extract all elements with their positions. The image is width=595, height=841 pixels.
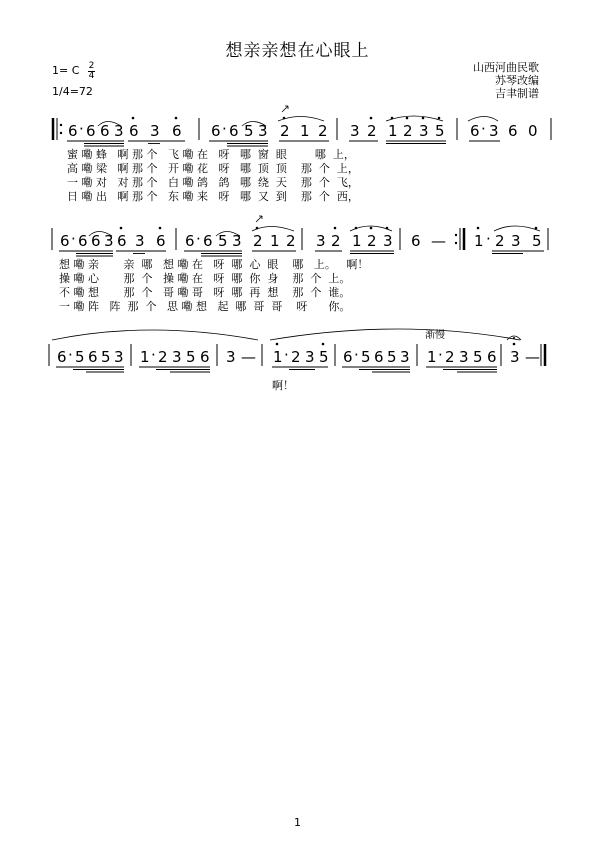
svg-text:3: 3 bbox=[258, 122, 268, 140]
svg-text:6: 6 bbox=[88, 348, 98, 366]
svg-text:0: 0 bbox=[528, 122, 538, 140]
svg-text:1: 1 bbox=[388, 122, 398, 140]
svg-text:3: 3 bbox=[400, 348, 410, 366]
svg-text:6: 6 bbox=[508, 122, 518, 140]
lyric-line: 一 嘞 对 对 那 个 白 嘞 鸽 鸽 哪 绕 天 那 个 飞， bbox=[67, 176, 359, 189]
svg-text:·: · bbox=[222, 120, 227, 138]
system-1 bbox=[53, 106, 551, 146]
svg-text:2: 2 bbox=[291, 348, 301, 366]
svg-text:3: 3 bbox=[104, 232, 114, 250]
lyric-line: 蜜 嘞 蜂 啊 那 个 飞 嘞 在 呀 哪 窗 眼 哪 上， bbox=[67, 148, 355, 161]
credit-origin: 山西河曲民歌 bbox=[473, 61, 539, 74]
svg-text:6: 6 bbox=[211, 122, 221, 140]
svg-text:1: 1 bbox=[273, 348, 283, 366]
svg-text:1: 1 bbox=[300, 122, 310, 140]
svg-text:3: 3 bbox=[226, 348, 236, 366]
svg-text:2: 2 bbox=[403, 122, 413, 140]
svg-text:6: 6 bbox=[60, 232, 70, 250]
svg-text:5: 5 bbox=[473, 348, 483, 366]
credit-transcriber: 吉聿制谱 bbox=[495, 87, 539, 100]
svg-text:6: 6 bbox=[117, 232, 127, 250]
lyric-line: 不 嘞 想 那 个 哥 嘞 哥 呀 哪 再 想 那 个 谁。 bbox=[59, 286, 351, 299]
svg-text:·: · bbox=[151, 346, 156, 364]
svg-text:6: 6 bbox=[172, 122, 182, 140]
svg-text:2: 2 bbox=[367, 122, 377, 140]
lyrics-system-1 bbox=[67, 148, 359, 204]
svg-text:6: 6 bbox=[229, 122, 239, 140]
tempo-marking: 1/4=72 bbox=[52, 85, 93, 98]
svg-text:3: 3 bbox=[172, 348, 182, 366]
lyric-line: 高 嘞 梁 啊 那 个 开 嘞 花 呀 哪 顶 顶 那 个 上， bbox=[67, 162, 359, 175]
svg-text:6: 6 bbox=[57, 348, 67, 366]
system-3 bbox=[49, 329, 545, 372]
svg-text:—: — bbox=[241, 348, 256, 366]
svg-text:1: 1 bbox=[474, 232, 484, 250]
svg-text:·: · bbox=[79, 120, 84, 138]
svg-text:—: — bbox=[431, 232, 446, 250]
svg-text:2: 2 bbox=[158, 348, 168, 366]
svg-text:5: 5 bbox=[319, 348, 329, 366]
svg-text:6: 6 bbox=[203, 232, 213, 250]
svg-text:5: 5 bbox=[532, 232, 542, 250]
svg-text:2: 2 bbox=[280, 122, 290, 140]
svg-text:5: 5 bbox=[435, 122, 445, 140]
svg-text:6: 6 bbox=[374, 348, 384, 366]
svg-text:6: 6 bbox=[91, 232, 101, 250]
svg-text:2: 2 bbox=[286, 232, 296, 250]
svg-text:3: 3 bbox=[383, 232, 393, 250]
svg-text:6: 6 bbox=[185, 232, 195, 250]
svg-text:·: · bbox=[354, 346, 359, 364]
svg-text:3: 3 bbox=[114, 348, 124, 366]
svg-text:6: 6 bbox=[200, 348, 210, 366]
time-sig-top: 2 bbox=[88, 61, 95, 71]
page-number: 1 bbox=[294, 816, 301, 829]
svg-text:5: 5 bbox=[361, 348, 371, 366]
svg-text:1: 1 bbox=[352, 232, 362, 250]
svg-text:6: 6 bbox=[86, 122, 96, 140]
svg-text:2: 2 bbox=[253, 232, 263, 250]
svg-text:3: 3 bbox=[114, 122, 124, 140]
expression-mark: 渐慢 bbox=[425, 330, 445, 341]
svg-text:2: 2 bbox=[367, 232, 377, 250]
lyric-line: 日 嘞 出 啊 那 个 东 嘞 来 呀 哪 又 到 那 个 西， bbox=[67, 190, 359, 203]
system-2 bbox=[52, 216, 548, 256]
svg-text:5: 5 bbox=[387, 348, 397, 366]
svg-text:5: 5 bbox=[244, 122, 254, 140]
svg-text:6: 6 bbox=[78, 232, 88, 250]
svg-text:·: · bbox=[71, 230, 76, 248]
svg-text:3: 3 bbox=[511, 232, 521, 250]
svg-text:6: 6 bbox=[487, 348, 497, 366]
svg-text:3: 3 bbox=[305, 348, 315, 366]
svg-text:·: · bbox=[196, 230, 201, 248]
svg-text:3: 3 bbox=[150, 122, 160, 140]
svg-text:6: 6 bbox=[68, 122, 78, 140]
svg-text:2: 2 bbox=[445, 348, 455, 366]
svg-text:·: · bbox=[438, 346, 443, 364]
svg-text:5: 5 bbox=[75, 348, 85, 366]
svg-text:6: 6 bbox=[470, 122, 480, 140]
svg-text:5: 5 bbox=[218, 232, 228, 250]
svg-text:5: 5 bbox=[186, 348, 196, 366]
svg-text:6: 6 bbox=[129, 122, 139, 140]
svg-text:3: 3 bbox=[232, 232, 242, 250]
svg-text:2: 2 bbox=[318, 122, 328, 140]
svg-text:1: 1 bbox=[270, 232, 280, 250]
svg-text:·: · bbox=[486, 230, 491, 248]
svg-text:2: 2 bbox=[495, 232, 505, 250]
svg-text:3: 3 bbox=[135, 232, 145, 250]
svg-text:2: 2 bbox=[331, 232, 341, 250]
svg-text:6: 6 bbox=[343, 348, 353, 366]
time-sig-bottom: 4 bbox=[88, 71, 95, 81]
lyric-line: 一 嘞 阵 阵 那 个 思 嘞 想 起 哪 哥 哥 呀 你。 bbox=[59, 300, 351, 313]
svg-text:1: 1 bbox=[427, 348, 437, 366]
svg-text:6: 6 bbox=[156, 232, 166, 250]
svg-text:1: 1 bbox=[140, 348, 150, 366]
lyrics-system-2 bbox=[59, 258, 368, 314]
svg-text:3: 3 bbox=[510, 348, 520, 366]
svg-text:3: 3 bbox=[489, 122, 499, 140]
svg-text:·: · bbox=[68, 346, 73, 364]
svg-text:·: · bbox=[481, 120, 486, 138]
key-signature: 1= C bbox=[52, 64, 80, 77]
svg-text:5: 5 bbox=[101, 348, 111, 366]
svg-text:3: 3 bbox=[459, 348, 469, 366]
svg-text:3: 3 bbox=[419, 122, 429, 140]
svg-text:6: 6 bbox=[411, 232, 421, 250]
svg-text:·: · bbox=[284, 346, 289, 364]
svg-text:3: 3 bbox=[316, 232, 326, 250]
svg-text:6: 6 bbox=[100, 122, 110, 140]
lyric-line: 想 嘞 亲 亲 哪 想 嘞 在 呀 哪 心 眼 哪 上。 啊！ bbox=[59, 258, 369, 271]
page-title: 想亲亲想在心眼上 bbox=[225, 41, 370, 61]
svg-text:3: 3 bbox=[350, 122, 360, 140]
lyric-line: 操 嘞 心 那 个 操 嘞 在 呀 哪 你 身 那 个 上。 bbox=[59, 272, 351, 285]
svg-text:—: — bbox=[525, 348, 540, 366]
lyric-line: 啊！ bbox=[272, 379, 294, 392]
credit-arranger: 苏琴改编 bbox=[495, 74, 539, 87]
